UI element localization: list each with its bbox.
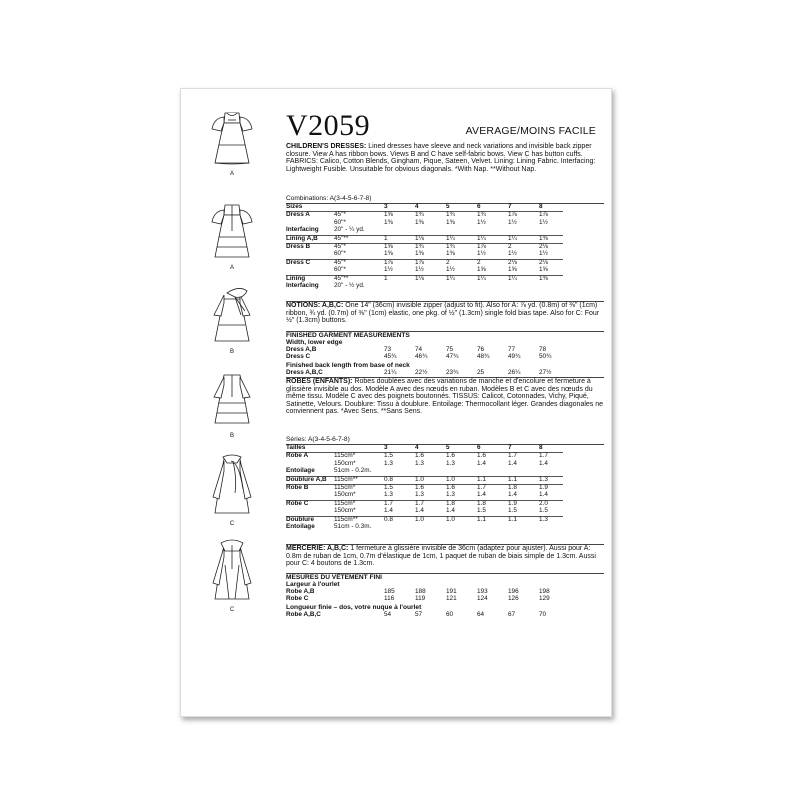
size-header: 5 — [446, 203, 450, 210]
size-header: 3 — [384, 203, 388, 210]
measurement-value: 64 — [477, 611, 485, 619]
row-label: Lining — [286, 275, 334, 283]
yardage-value: 1¾ — [415, 243, 446, 251]
description-text-fr: Robes doublées avec des variations de manche et d'encolure et fermeture à glissière invisible au dos. Modèle A avec des nœuds en ruban. Modèles B et C avec des nœuds du même tissu. Modèle C avec des poignets boutonnés. TISSUS: Calicot, Cotonnades, Vichy, Piqué, Satinette, Velours. Doublure: Tissu à doublure. Entoilage: Thermocollant léger. Grandes diagonales ne conviennent pas. *Avec Sens. **Sans Sens. — [286, 378, 604, 416]
sizes-label: Sizes — [286, 203, 303, 210]
yardage-value: 1.4 — [477, 459, 486, 467]
yardage-value — [415, 283, 446, 290]
yardage-value: 1.6 — [446, 484, 477, 492]
measurement-row — [286, 347, 570, 354]
measurement-value: 188 — [415, 588, 426, 596]
fabric-width: 20" - ¼ yd. — [334, 226, 365, 234]
yardage-value — [508, 227, 539, 235]
measurement-value: 23¾ — [446, 369, 459, 377]
yardage-value: 1¾ — [446, 212, 477, 220]
yardage-value: 1⅞ — [508, 212, 539, 220]
description-text-en: Lined dresses have sleeve and neck variations and invisible back zipper closure. View A has ribbon bows. Views B and C have self-fabric bows. View C has button cuffs. FABRICS: Calico, Cotton Blends, Gingham, Pique, Sateen, Velvet. Lining: Lining Fabric. Interfacing: Lightweight Fusible. Unsuitable for obvious diagonals. *With Nap. **Without Nap. — [286, 143, 596, 173]
yardage-value: 2⅛ — [508, 259, 539, 267]
fabric-width: 115cm* — [334, 500, 384, 508]
yardage-value: 1.1 — [508, 476, 539, 484]
yardage-row — [286, 251, 563, 259]
yardage-row — [286, 524, 563, 531]
size-header: 5 — [446, 444, 450, 451]
yardage-value: 1⅜ — [384, 218, 393, 226]
measurement-label: Robe C — [286, 595, 309, 603]
yardage-value: 2 — [508, 243, 539, 251]
yardage-value: 1 — [384, 275, 415, 283]
sizes-header-row — [286, 204, 563, 212]
yardage-value — [384, 283, 415, 290]
measurement-row — [286, 354, 570, 361]
yardage-row — [286, 500, 563, 508]
yardage-value: 1.4 — [415, 507, 424, 515]
measurement-value: 129 — [539, 595, 550, 603]
yardage-value: 1.0 — [415, 516, 446, 524]
yardage-value: 1.8 — [446, 500, 477, 508]
measurement-value: 74 — [415, 346, 423, 354]
difficulty-level: AVERAGE/MOINS FACILE — [465, 125, 596, 137]
row-label: Lining A,B — [286, 235, 334, 243]
yardage-value: 1.7 — [539, 453, 563, 461]
fabric-width: 45"* — [334, 243, 384, 251]
fabric-width: 115cm** — [334, 476, 384, 484]
yardage-value: 1.1 — [508, 516, 539, 524]
size-header: 8 — [539, 444, 543, 451]
yardage-value — [415, 227, 446, 235]
yardage-value: 1.1 — [477, 516, 508, 524]
fabric-width: 51cm - 0.3m. — [334, 522, 372, 530]
yardage-value — [446, 524, 477, 531]
yardage-value — [539, 468, 563, 476]
measurement-value: 77 — [508, 346, 516, 354]
width-table-en — [286, 347, 570, 361]
yardage-value: 1.4 — [539, 491, 548, 499]
yardage-value: 1.6 — [477, 453, 508, 461]
figure-view-c-back — [199, 535, 265, 615]
fabric-width: 150cm* — [334, 459, 356, 467]
yardage-row — [286, 267, 563, 275]
dress-view-c-front-icon — [199, 449, 265, 521]
yardage-value: 1⅜ — [446, 218, 455, 226]
yardage-value — [415, 468, 446, 476]
measurement-label: Robe A,B — [286, 588, 315, 596]
yardage-table-fr — [286, 445, 563, 531]
yardage-value: 1½ — [508, 250, 517, 258]
yardage-value: 2⅛ — [539, 259, 563, 267]
yardage-value: 1¾ — [446, 243, 477, 251]
measurement-value: 46¾ — [415, 353, 428, 361]
pattern-number: V2059 — [286, 109, 371, 142]
yardage-value: 1⅜ — [539, 275, 563, 283]
yardage-value: 1.5 — [384, 484, 415, 492]
measurement-value: 121 — [446, 595, 457, 603]
length-table-en — [286, 370, 570, 377]
fabric-width: 20" - ½ yd. — [334, 281, 365, 289]
yardage-value: 1⅛ — [415, 275, 446, 283]
measurement-value: 70 — [539, 611, 547, 619]
yardage-value: 1⅝ — [384, 212, 415, 220]
yardage-row — [286, 508, 563, 516]
yardage-value: 1.5 — [539, 507, 548, 515]
yardage-table-en — [286, 204, 563, 290]
yardage-value — [508, 524, 539, 531]
yardage-value — [384, 468, 415, 476]
yardage-value: 1⅜ — [446, 250, 455, 258]
measurement-row — [286, 612, 570, 619]
measurement-value: 126 — [508, 595, 519, 603]
measurement-value: 76 — [477, 346, 485, 354]
yardage-value: 1.9 — [539, 484, 563, 492]
fabric-width: 60"* — [334, 266, 346, 274]
yardage-row — [286, 259, 563, 267]
measurement-row — [286, 589, 570, 596]
figure-view-a-front — [199, 107, 265, 177]
figure-label: C — [229, 521, 235, 527]
yardage-row — [286, 516, 563, 524]
row-label: Robe B — [286, 484, 334, 492]
yardage-value: 2 — [477, 259, 508, 267]
yardage-value: 1½ — [384, 266, 393, 274]
yardage-value: 1.3 — [415, 491, 424, 499]
description-fr — [286, 378, 604, 416]
yardage-value — [539, 524, 563, 531]
yardage-value: 1.5 — [477, 507, 486, 515]
yardage-value: 1½ — [539, 218, 548, 226]
width-label-en: Width, lower edge — [286, 339, 343, 346]
measurement-value: 54 — [384, 611, 392, 619]
yardage-value: 1.3 — [539, 516, 563, 524]
fabric-width: 60"* — [334, 250, 346, 258]
yardage-value: 1¼ — [508, 275, 539, 283]
yardage-value: 1⅜ — [415, 218, 424, 226]
row-label — [286, 508, 334, 516]
row-label: Dress B — [286, 243, 334, 251]
yardage-row — [286, 212, 563, 220]
fabric-width: 115cm* — [334, 484, 384, 492]
yardage-value: 1⅝ — [384, 243, 415, 251]
dress-view-a-back-icon — [199, 201, 265, 263]
row-label: Doublure A,B — [286, 476, 334, 484]
sizes-header-row — [286, 445, 563, 453]
yardage-value: 1.3 — [384, 491, 393, 499]
yardage-row — [286, 492, 563, 500]
size-header: 7 — [508, 203, 512, 210]
measurement-value: 196 — [508, 588, 519, 596]
yardage-value: 1½ — [415, 266, 424, 274]
yardage-value: 1.0 — [415, 476, 446, 484]
notions-title-en: NOTIONS: A,B,C: — [286, 302, 344, 309]
yardage-value: 1.9 — [508, 500, 539, 508]
yardage-value — [477, 227, 508, 235]
yardage-value — [446, 468, 477, 476]
finished-title-en: FINISHED GARMENT MEASUREMENTS — [286, 332, 410, 339]
measurement-value: 60 — [446, 611, 454, 619]
yardage-value: 1¾ — [477, 212, 508, 220]
sizes-label: Tailles — [286, 444, 306, 451]
size-header: 6 — [477, 444, 481, 451]
measurement-value: 73 — [384, 346, 392, 354]
measurement-value: 67 — [508, 611, 516, 619]
yardage-value: 1.7 — [415, 500, 446, 508]
size-header: 7 — [508, 444, 512, 451]
description-en — [286, 143, 604, 173]
row-label: Dress C — [286, 259, 334, 267]
measurement-value: 50¾ — [539, 353, 552, 361]
yardage-value: 1.3 — [415, 459, 424, 467]
fabric-width: 45"* — [334, 259, 384, 267]
row-label: Doublure — [286, 516, 334, 524]
measurement-label: Dress A,B — [286, 346, 317, 354]
figure-view-c-front — [199, 449, 265, 529]
measurement-value: 49¾ — [508, 353, 521, 361]
size-header: 8 — [539, 203, 543, 210]
yardage-value: 1¼ — [477, 275, 508, 283]
yardage-value — [508, 283, 539, 290]
technical-drawings-column — [181, 89, 281, 716]
yardage-row — [286, 484, 563, 492]
yardage-value: 1½ — [477, 218, 486, 226]
fabric-width: 45"** — [334, 275, 384, 283]
fabric-width: 45"* — [334, 212, 384, 220]
row-label: Robe C — [286, 500, 334, 508]
measurement-label: Robe A,B,C — [286, 611, 321, 619]
fabric-width: 115cm** — [334, 516, 384, 524]
yardage-value: 1.7 — [477, 484, 508, 492]
row-label: Dress A — [286, 212, 334, 220]
yardage-value: 1⅞ — [415, 259, 446, 267]
size-header: 4 — [415, 203, 419, 210]
yardage-value: 1⅞ — [477, 243, 508, 251]
figure-label: B — [229, 433, 234, 439]
yardage-value: 1¼ — [446, 235, 477, 243]
yardage-value: 1.6 — [446, 453, 477, 461]
row-label: Interfacing — [286, 281, 319, 289]
yardage-value: 2.0 — [539, 500, 563, 508]
row-label: Robe A — [286, 453, 334, 461]
dress-view-b-front-icon — [199, 285, 265, 347]
yardage-value — [477, 524, 508, 531]
measurement-value: 193 — [477, 588, 488, 596]
size-header: 3 — [384, 444, 388, 451]
yardage-value — [446, 227, 477, 235]
measurement-value: 21¼ — [384, 369, 397, 377]
yardage-row — [286, 235, 563, 243]
row-label: Entoilage — [286, 522, 315, 530]
yardage-row — [286, 275, 563, 283]
yardage-value: 1.4 — [539, 459, 548, 467]
yardage-value — [384, 524, 415, 531]
fabric-width: 51cm - 0.2m. — [334, 467, 372, 475]
yardage-row — [286, 468, 563, 476]
yardage-value: 1.7 — [384, 500, 415, 508]
yardage-value: 1⅛ — [415, 235, 446, 243]
row-label — [286, 267, 334, 275]
figure-view-b-back — [199, 369, 265, 439]
yardage-value: 1.0 — [446, 476, 477, 484]
measurement-value: 185 — [384, 588, 395, 596]
measurement-value: 45¾ — [384, 353, 397, 361]
yardage-value: 1.0 — [446, 516, 477, 524]
yardage-row — [286, 283, 563, 290]
length-label-fr: Longueur finie – dos, votre nuque à l'ourlet — [286, 604, 422, 611]
yardage-row — [286, 461, 563, 468]
yardage-value: 1.8 — [508, 484, 539, 492]
yardage-value: 1.7 — [508, 453, 539, 461]
notions-title-fr: MERCERIE: A,B,C: — [286, 545, 349, 552]
yardage-value: 1.3 — [539, 476, 563, 484]
description-title-fr: ROBES (ENFANTS): — [286, 378, 353, 385]
figure-label: B — [229, 349, 234, 355]
measurement-value: 26¼ — [508, 369, 521, 377]
measurement-value: 191 — [446, 588, 457, 596]
yardage-row — [286, 227, 563, 235]
width-table-fr — [286, 589, 570, 603]
yardage-value — [415, 524, 446, 531]
length-label-en: Finished back length from base of neck — [286, 362, 410, 369]
description-title-en: CHILDREN'S DRESSES: — [286, 143, 367, 150]
measurement-value: 47¾ — [446, 353, 459, 361]
combinations-fr: Séries: A(3-4-5-6-7-8) — [286, 436, 350, 443]
figure-label: C — [229, 607, 235, 613]
measurement-row — [286, 370, 570, 377]
fabric-width: 115cm* — [334, 453, 384, 461]
yardage-value: 1⅜ — [384, 250, 393, 258]
yardage-value: 1⅞ — [384, 259, 415, 267]
yardage-value: 1⅝ — [508, 266, 517, 274]
yardage-value — [477, 283, 508, 290]
yardage-value: 1⅜ — [539, 235, 563, 243]
combinations-en: Combinations: A(3-4-5-6-7-8) — [286, 195, 372, 202]
yardage-value: 1½ — [477, 250, 486, 258]
pattern-envelope-back — [180, 88, 612, 717]
size-header: 4 — [415, 444, 419, 451]
measurement-value: 198 — [539, 588, 550, 596]
figure-label: A — [229, 171, 234, 177]
row-label: Interfacing — [286, 226, 319, 234]
yardage-value: 0.8 — [384, 476, 415, 484]
size-header: 6 — [477, 203, 481, 210]
measurement-value: 27½ — [539, 369, 552, 377]
yardage-value — [446, 283, 477, 290]
yardage-value: 1⅜ — [415, 250, 424, 258]
measurement-value: 25 — [477, 369, 485, 377]
measurement-value: 119 — [415, 595, 426, 603]
fabric-width: 150cm* — [334, 491, 356, 499]
yardage-value: 1⅞ — [539, 212, 563, 220]
measurement-value: 57 — [415, 611, 423, 619]
fabric-width: 150cm* — [334, 507, 356, 515]
dress-view-b-back-icon — [199, 369, 265, 431]
yardage-value: 1.5 — [384, 453, 415, 461]
yardage-row — [286, 476, 563, 484]
yardage-row — [286, 453, 563, 461]
yardage-value: 1¾ — [415, 212, 446, 220]
finished-title-fr: MESURES DU VÊTEMENT FINI — [286, 574, 382, 581]
yardage-value: 1.4 — [384, 507, 393, 515]
yardage-value: 1.6 — [415, 484, 446, 492]
yardage-value: 1.4 — [508, 491, 517, 499]
measurement-value: 22½ — [415, 369, 428, 377]
yardage-value — [477, 468, 508, 476]
yardage-row — [286, 243, 563, 251]
yardage-value: 2 — [446, 259, 477, 267]
fabric-width: 60"* — [334, 218, 346, 226]
row-label: Entoilage — [286, 467, 315, 475]
fabric-width: 45"** — [334, 235, 384, 243]
yardage-value: 1.4 — [446, 507, 455, 515]
yardage-value: 1.3 — [446, 491, 455, 499]
yardage-value: 1¼ — [477, 235, 508, 243]
measurement-value: 124 — [477, 595, 488, 603]
yardage-value: 1.8 — [477, 500, 508, 508]
yardage-value: 1½ — [539, 250, 548, 258]
measurement-value: 78 — [539, 346, 547, 354]
yardage-value: 1¼ — [508, 235, 539, 243]
yardage-row — [286, 220, 563, 227]
yardage-value: 0.8 — [384, 516, 415, 524]
figure-view-a-back — [199, 201, 265, 271]
yardage-value: 1.4 — [477, 491, 486, 499]
measurement-value: 75 — [446, 346, 454, 354]
yardage-value: 1¼ — [446, 275, 477, 283]
yardage-value — [508, 468, 539, 476]
dress-view-a-front-icon — [199, 107, 265, 169]
notions-text-en: One 14" (36cm) invisible zipper (adjust to fit). Also for A: ⅞ yd. (0.8m) of ⅜" (1cm) ribbon, ¾ yd. (0.7m) of ⅜" (1cm) elastic, one pkg. of ½" (1.3cm) single fold bias tape. Also for C: Four ½" (1.3cm) buttons. — [286, 302, 600, 325]
measurement-row — [286, 596, 570, 603]
yardage-value: 1⅝ — [539, 266, 548, 274]
yardage-value: 1.5 — [508, 507, 517, 515]
yardage-value: 1.3 — [384, 459, 393, 467]
yardage-value: 1.1 — [477, 476, 508, 484]
measurement-label: Dress A,B,C — [286, 369, 323, 377]
measurement-value: 116 — [384, 595, 395, 603]
yardage-value: 2⅛ — [539, 243, 563, 251]
figure-view-b-front — [199, 285, 265, 355]
yardage-value: 1⅝ — [477, 266, 486, 274]
dress-view-c-back-icon — [199, 535, 265, 607]
yardage-value: 1.4 — [508, 459, 517, 467]
yardage-value: 1.3 — [446, 459, 455, 467]
yardage-value — [384, 227, 415, 235]
notions-text-fr: 1 fermeture à glissière invisible de 36cm (adaptez pour ajuster). Aussi pour A: 0.8m de ruban de 1cm, 0.7m d'élastique de 1cm, 1 paquet de ruban de biais simple de 1.3cm. Aussi pour C: 4 boutons de 1.3cm. — [286, 545, 596, 568]
notions-en — [286, 302, 604, 325]
yardage-value: 1½ — [508, 218, 517, 226]
notions-fr — [286, 545, 604, 568]
length-table-fr — [286, 612, 570, 619]
yardage-value — [539, 227, 563, 235]
yardage-value — [539, 283, 563, 290]
figure-label: A — [229, 265, 234, 271]
measurement-value: 48¾ — [477, 353, 490, 361]
width-label-fr: Largeur à l'ourlet — [286, 581, 340, 588]
yardage-value: 1 — [384, 235, 415, 243]
yardage-value: 1.6 — [415, 453, 446, 461]
yardage-value: 1½ — [446, 266, 455, 274]
measurement-label: Dress C — [286, 353, 311, 361]
